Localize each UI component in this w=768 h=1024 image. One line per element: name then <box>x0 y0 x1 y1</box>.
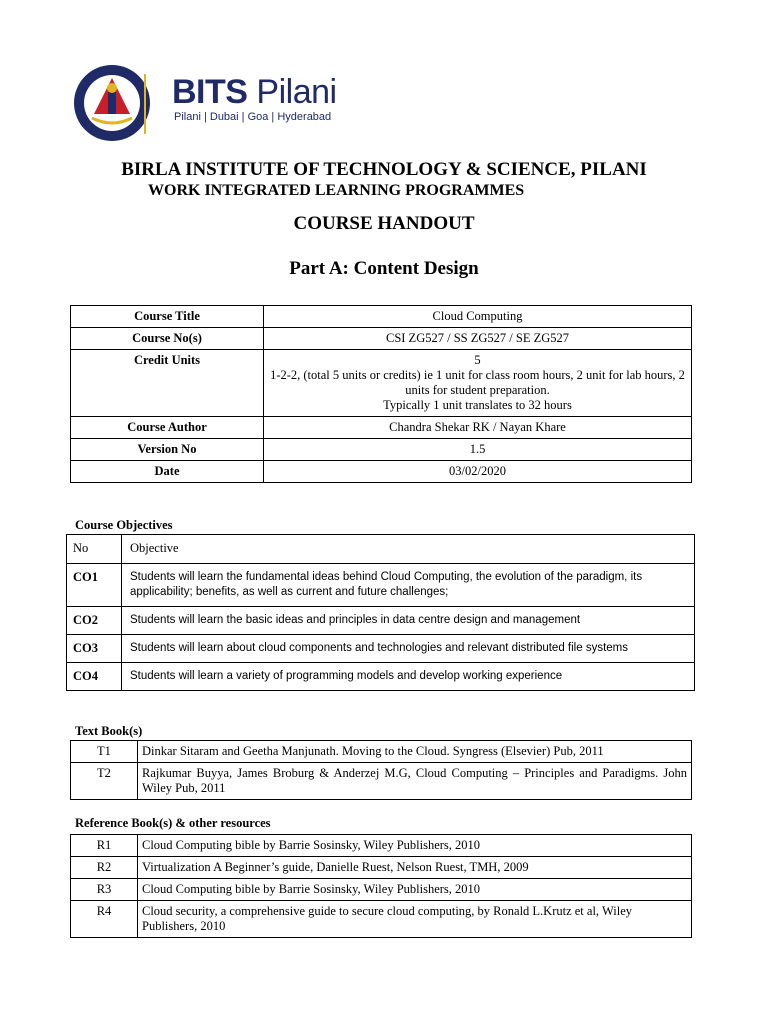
col-objective-header: Objective <box>122 535 695 564</box>
info-row <box>71 306 692 328</box>
objective-row <box>67 564 695 607</box>
objective-row <box>67 635 695 663</box>
info-value <box>264 417 692 439</box>
campus-list: Pilani | Dubai | Goa | Hyderabad <box>174 111 332 123</box>
info-row <box>71 328 692 350</box>
info-row <box>71 417 692 439</box>
objective-code: CO3 <box>67 635 122 663</box>
text-books-table <box>70 740 692 800</box>
course-info-table <box>70 305 692 483</box>
info-label: Course Author <box>71 417 264 439</box>
text-book-id: T2 <box>71 763 138 800</box>
reference-book-id: R2 <box>71 857 138 879</box>
text-book-row <box>71 741 692 763</box>
brand-name: BITS Pilani <box>172 73 337 111</box>
institute-name: BIRLA INSTITUTE OF TECHNOLOGY & SCIENCE, PILANI <box>121 159 647 180</box>
info-row <box>71 350 692 417</box>
bits-pilani-logo <box>70 62 345 144</box>
reference-book-id: R3 <box>71 879 138 901</box>
reference-book-citation: Cloud security, a comprehensive guide to secure cloud computing, by Ronald L.Krutz et al, Wiley Publishers, 2010 <box>138 901 692 938</box>
reference-book-citation: Cloud Computing bible by Barrie Sosinsky, Wiley Publishers, 2010 <box>138 879 692 901</box>
reference-book-row <box>71 879 692 901</box>
objective-row <box>67 663 695 691</box>
info-value-line: 03/02/2020 <box>449 464 506 478</box>
info-value <box>264 350 692 417</box>
info-label: Version No <box>71 439 264 461</box>
text-book-citation: Dinkar Sitaram and Geetha Manjunath. Moving to the Cloud. Syngress (Elsevier) Pub, 2011 <box>138 741 692 763</box>
info-label: Date <box>71 461 264 483</box>
info-row <box>71 439 692 461</box>
info-value-line: 1.5 <box>469 442 486 456</box>
reference-books-heading: Reference Book(s) & other resources <box>75 816 271 830</box>
col-no-header: No <box>67 535 122 564</box>
objective-text: Students will learn about cloud components and technologies and relevant distributed file systems <box>122 635 695 663</box>
objective-code: CO1 <box>67 564 122 607</box>
info-value-line: 5 <box>474 353 481 367</box>
objectives-heading: Course Objectives <box>75 518 173 532</box>
info-value-line: Cloud Computing <box>432 309 523 323</box>
text-book-id: T1 <box>71 741 138 763</box>
info-value <box>264 439 692 461</box>
info-value <box>264 461 692 483</box>
info-value <box>264 306 692 328</box>
objective-row <box>67 607 695 635</box>
objective-text: Students will learn the fundamental ideas behind Cloud Computing, the evolution of the paradigm, its applicability; benefits, as well as current and future challenges; <box>122 564 695 607</box>
reference-book-row <box>71 901 692 938</box>
programme-name: WORK INTEGRATED LEARNING PROGRAMMES <box>148 182 525 199</box>
objectives-header-row <box>67 535 695 564</box>
objectives-table <box>66 534 695 691</box>
handout-title: COURSE HANDOUT <box>293 213 475 234</box>
info-label: Course Title <box>71 306 264 328</box>
reference-book-citation: Cloud Computing bible by Barrie Sosinsky, Wiley Publishers, 2010 <box>138 835 692 857</box>
info-value-line: 1-2-2, (total 5 units or credits) ie 1 unit for class room hours, 2 unit for lab hours, 2 units for student preparation. <box>270 368 685 397</box>
reference-book-id: R4 <box>71 901 138 938</box>
reference-books-table <box>70 834 692 938</box>
info-value-line: Chandra Shekar RK / Nayan Khare <box>389 420 566 434</box>
info-value-line: Typically 1 unit translates to 32 hours <box>383 398 572 412</box>
reference-book-row <box>71 835 692 857</box>
info-value-line: CSI ZG527 / SS ZG527 / SE ZG527 <box>385 331 569 345</box>
info-label: Course No(s) <box>71 328 264 350</box>
objective-code: CO4 <box>67 663 122 691</box>
text-books-heading: Text Book(s) <box>75 724 143 738</box>
info-value <box>264 328 692 350</box>
institute-seal-icon <box>70 62 170 144</box>
reference-book-citation: Virtualization A Beginner’s guide, Danielle Ruest, Nelson Ruest, TMH, 2009 <box>138 857 692 879</box>
objective-text: Students will learn a variety of programming models and develop working experience <box>122 663 695 691</box>
info-row <box>71 461 692 483</box>
objective-text: Students will learn the basic ideas and principles in data centre design and management <box>122 607 695 635</box>
reference-book-id: R1 <box>71 835 138 857</box>
text-book-citation: Rajkumar Buyya, James Broburg & Anderzej M.G, Cloud Computing – Principles and Paradigms. John Wiley Pub, 2011 <box>138 763 692 800</box>
part-title: Part A: Content Design <box>289 258 479 279</box>
info-label: Credit Units <box>71 350 264 417</box>
reference-book-row <box>71 857 692 879</box>
text-book-row <box>71 763 692 800</box>
objective-code: CO2 <box>67 607 122 635</box>
